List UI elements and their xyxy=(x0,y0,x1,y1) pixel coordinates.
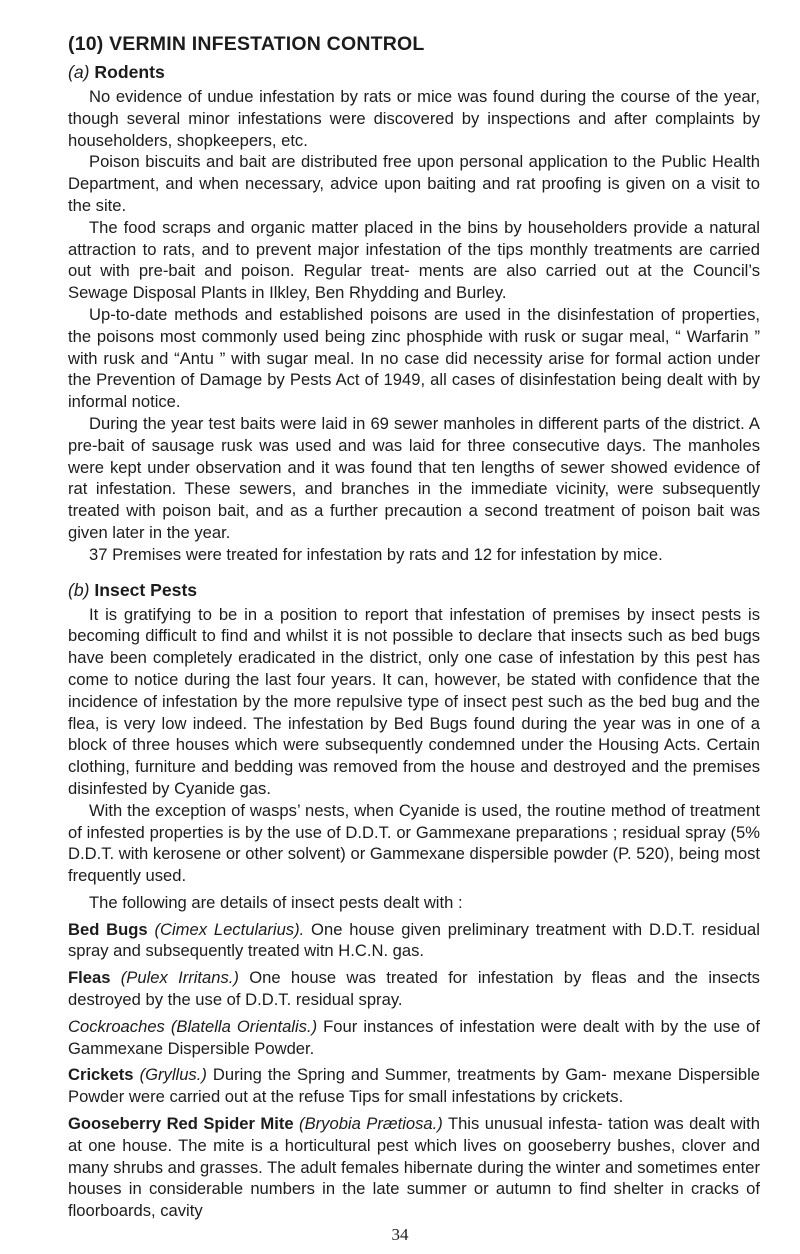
pest-entry-fleas xyxy=(68,967,760,1011)
rodents-paragraph: During the year test baits were laid in 69 sewer manholes in different parts of the district. A pre-bait of sausage rusk was used and was laid for three consecutive days. The manholes were kept under observation and it was found that ten lengths of sewer showed evidence of rat infestation. These sewers, and branches in the immediate vicinity, were subsequently treated with poison bait, and as a further precaution a second treatment of poison bait was given later in the year. xyxy=(68,413,760,542)
pest-name: Gooseberry Red Spider Mite xyxy=(68,1114,294,1134)
page-number: 34 xyxy=(391,1225,409,1244)
pest-name: Fleas xyxy=(68,968,111,988)
rodents-paragraph: Poison biscuits and bait are distributed free upon personal application to the Public Health Department, and when necessary, advice upon baiting and rat proofing is given on a visit to the site. xyxy=(68,152,760,215)
section-title: (10) VERMIN INFESTATION CONTROL xyxy=(68,33,425,55)
insects-heading xyxy=(68,579,760,602)
rodents-heading-text: Rodents xyxy=(94,62,165,82)
rodents-heading-letter: (a) xyxy=(68,62,90,82)
pest-latin-name: (Pulex Irritans.) xyxy=(120,968,239,988)
pest-latin-name: (Cimex Lectularius). xyxy=(154,919,305,939)
insects-heading-text: Insect Pests xyxy=(94,579,198,600)
pest-latin-name: (Gryllus.) xyxy=(139,1065,207,1085)
pest-description: During the Spring and Summer, treatments by Gam- mexane Dispersible Powder were carried out at the refuse Tips for small infestations by crickets. xyxy=(68,1065,760,1107)
insects-paragraph: It is gratifying to be in a position to report that infestation of premises by insect pests is becoming difficult to find and whilst it is not possible to declare that insects such as bed bugs have been completely eradicated in the district, only one case of infestation by this pest has come to notice during the last four years. It can, however, be stated with confidence that the incidence of infestation by the more repulsive type of insect pest such as the bed bug and the flea, is very low indeed. The infestation by Bed Bugs found during the year was in one of a block of three houses which were subsequently condemned under the Housing Acts. Certain clothing, furniture and bedding was removed from the house and destroyed and the premises disinfested by Cyanide gas. xyxy=(68,604,760,798)
pest-entry-cockroaches xyxy=(68,1016,760,1060)
insects-paragraph: The following are details of insect pests dealt with : xyxy=(89,892,463,912)
rodents-paragraph: No evidence of undue infestation by rats or mice was found during the course of the year, though several minor infestations were discovered by inspections and after complaints by householders, shopkeepers, etc. xyxy=(68,87,760,150)
pest-description: One house given preliminary treatment with D.D.T. residual spray and subsequently treated witn H.C.N. gas. xyxy=(68,919,760,961)
rodents-paragraph: Up-to-date methods and established poisons are used in the disinfestation of properties, the poisons most commonly used being zinc phosphide with rusk or sugar meal, “ Warfarin ” with rusk and “Antu ” with sugar meal. In no case did necessity arise for formal action under the Prevention of Damage by Pests Act of 1949, all cases of disinfestation being dealt with by informal notice. xyxy=(68,304,760,412)
pest-latin-name: (Bryobia Prætiosa.) xyxy=(299,1114,443,1134)
insects-heading-letter: (b) xyxy=(68,579,90,600)
insects-paragraph: With the exception of wasps’ nests, when Cyanide is used, the routine method of treatment of infested properties is by the use of D.D.T. or Gammexane preparations ; residual spray (5% D.D.T. with kerosene or other solvent) or Gammexane dispersible powder (P. 520), being most frequently used. xyxy=(68,800,760,886)
pest-entry-bed-bugs xyxy=(68,919,760,963)
rodents-heading xyxy=(68,61,760,84)
pest-entry-crickets xyxy=(68,1064,760,1108)
pest-name: Cockroaches xyxy=(68,1016,165,1036)
pest-description: This unusual infesta- tation was dealt with at one house. The mite is a horticultural pest which lives on gooseberry bushes, clover and many shrubs and grasses. The adult females hibernate during the winter and sometimes enter houses in considerable numbers in the late summer or autumn to find shelter in cracks of floorboards, cavity xyxy=(68,1114,760,1221)
pest-entry-gooseberry-mite xyxy=(68,1113,760,1222)
pest-description: One house was treated for infestation by fleas and the insects destroyed by the use of D.D.T. residual spray. xyxy=(68,968,760,1010)
rodents-paragraph: 37 Premises were treated for infestation by rats and 12 for infestation by mice. xyxy=(89,544,663,564)
pest-name: Bed Bugs xyxy=(68,919,148,939)
pest-name: Crickets xyxy=(68,1065,134,1085)
pest-description: Four instances of infestation were dealt with by the use of Gammexane Dispersible Powder. xyxy=(68,1016,760,1058)
document-page xyxy=(68,32,760,1222)
rodents-paragraph: The food scraps and organic matter placed in the bins by householders provide a natural attraction to rats, and to prevent major infestation of the tips monthly treatments are carried out with pre-bait and poison. Regular treat- ments are also carried out at the Council’s Sewage Disposal Plants in Ilkley, Ben Rhydding and Burley. xyxy=(68,217,760,303)
pest-latin-name: (Blatella Orientalis.) xyxy=(170,1016,318,1036)
